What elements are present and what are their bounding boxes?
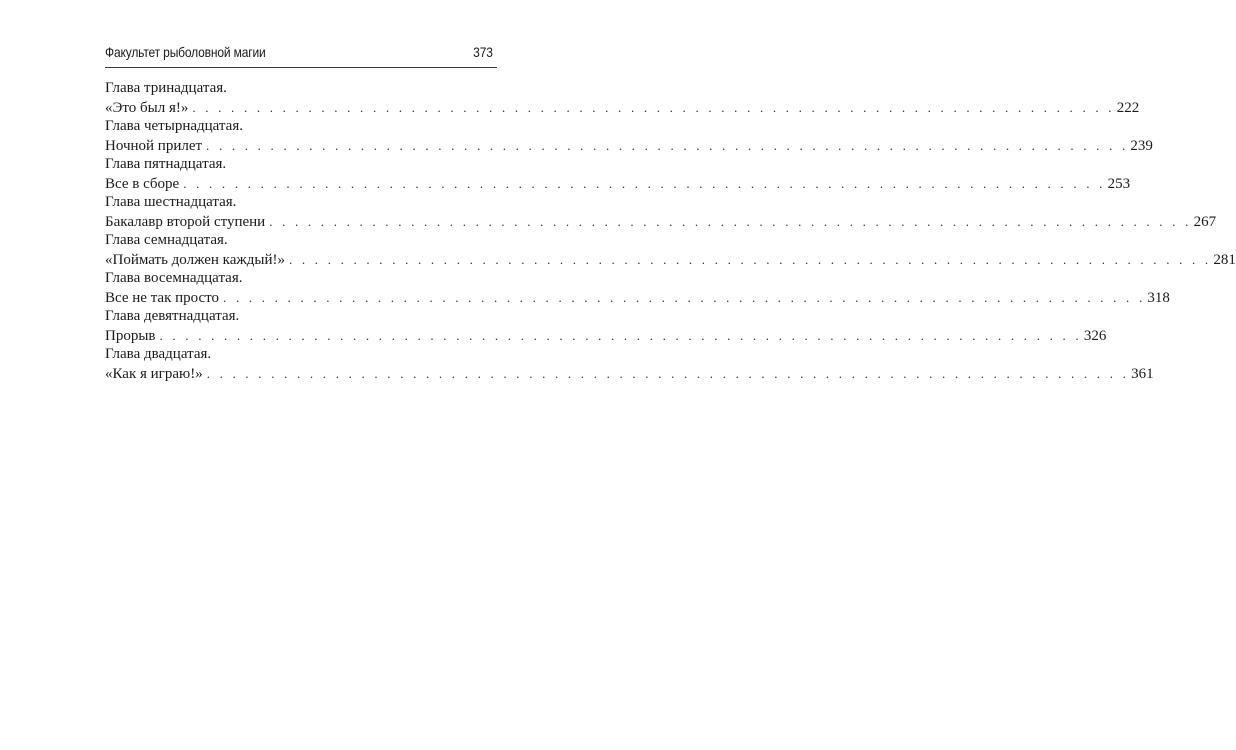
toc-title-row: [105, 364, 1154, 383]
toc-page-number: 267: [1193, 214, 1217, 230]
toc-page-number: 318: [1147, 290, 1170, 306]
running-head: [105, 44, 497, 68]
header-rule: [105, 67, 497, 68]
toc-chapter-title: «Это был я!»: [105, 100, 189, 116]
toc-chapter-label: Глава шестнадцатая.: [105, 194, 237, 210]
toc-chapter-label: Глава двадцатая.: [105, 346, 212, 362]
toc-chapter-label: Глава четырнадцатая.: [105, 118, 243, 134]
toc-page-number: 222: [1116, 100, 1140, 116]
toc-chapter-label: Глава пятнадцатая.: [105, 156, 227, 172]
toc-entry: [105, 117, 1153, 155]
dot-leader: . . . . . . . . . . . . . . . . . . . . . . . . . . . . . . . . . . . . . . . . . . . . . . . . . . . . . . . . . . . . . . . . . . . . . . . .: [183, 176, 1106, 191]
toc-title-row: [105, 288, 1170, 307]
toc-title-row: [105, 326, 1107, 345]
dot-leader: . . . . . . . . . . . . . . . . . . . . . . . . . . . . . . . . . . . . . . . . . . . . . . . . . . . . . . . . . . . . . . . . . . . . . . . .: [192, 100, 1115, 115]
page-number: 373: [473, 44, 493, 60]
toc-entry: [105, 307, 1107, 345]
toc-chapter-label: Глава тринадцатая.: [105, 80, 227, 96]
toc-entry: [105, 193, 1217, 231]
dot-leader: . . . . . . . . . . . . . . . . . . . . . . . . . . . . . . . . . . . . . . . . . . . . . . . . . . . . . . . . . . . . . . . . . . . . . . . .: [269, 214, 1192, 229]
toc-entry: [105, 231, 1236, 269]
toc-chapter-title: «Как я играю!»: [105, 366, 203, 382]
toc-page-number: 253: [1107, 176, 1131, 192]
toc-chapter-label: Глава восемнадцатая.: [105, 270, 243, 286]
toc-entry: [105, 155, 1131, 193]
toc-entry: [105, 345, 1154, 383]
toc-chapter-title: Прорыв: [105, 328, 156, 344]
toc-chapter-title: Все не так просто: [105, 290, 220, 306]
dot-leader: . . . . . . . . . . . . . . . . . . . . . . . . . . . . . . . . . . . . . . . . . . . . . . . . . . . . . . . . . . . . . . . . . . . . . . . .: [206, 366, 1130, 381]
dot-leader: . . . . . . . . . . . . . . . . . . . . . . . . . . . . . . . . . . . . . . . . . . . . . . . . . . . . . . . . . . . . . . . . . . . . . . . .: [206, 138, 1129, 153]
toc-page-number: 361: [1131, 366, 1154, 382]
table-of-contents: [105, 79, 1236, 383]
toc-title-row: [105, 212, 1217, 231]
toc-page-number: 326: [1083, 328, 1107, 344]
dot-leader: . . . . . . . . . . . . . . . . . . . . . . . . . . . . . . . . . . . . . . . . . . . . . . . . . . . . . . . . . . . . . . . . . . . . . . . .: [289, 252, 1212, 267]
book-title: Факультет рыболовной магии: [105, 44, 266, 60]
toc-chapter-label: Глава девятнадцатая.: [105, 308, 240, 324]
toc-entry: [105, 79, 1140, 117]
toc-chapter-title: Ночной прилет: [105, 138, 203, 154]
toc-title-row: [105, 136, 1153, 155]
toc-title-row: [105, 174, 1131, 193]
toc-chapter-title: Бакалавр второй ступени: [105, 214, 266, 230]
toc-chapter-title: «Поймать должен каждый!»: [105, 252, 285, 268]
dot-leader: . . . . . . . . . . . . . . . . . . . . . . . . . . . . . . . . . . . . . . . . . . . . . . . . . . . . . . . . . . . . . . . . . . . . . . . .: [223, 290, 1146, 305]
toc-page-number: 281: [1213, 252, 1236, 268]
toc-title-row: [105, 250, 1236, 269]
toc-title-row: [105, 98, 1140, 117]
toc-entry: [105, 269, 1170, 307]
dot-leader: . . . . . . . . . . . . . . . . . . . . . . . . . . . . . . . . . . . . . . . . . . . . . . . . . . . . . . . . . . . . . . . . . . . . . . . .: [159, 328, 1082, 343]
toc-chapter-label: Глава семнадцатая.: [105, 232, 228, 248]
toc-page-number: 239: [1130, 138, 1153, 154]
toc-chapter-title: Все в сборе: [105, 176, 180, 192]
